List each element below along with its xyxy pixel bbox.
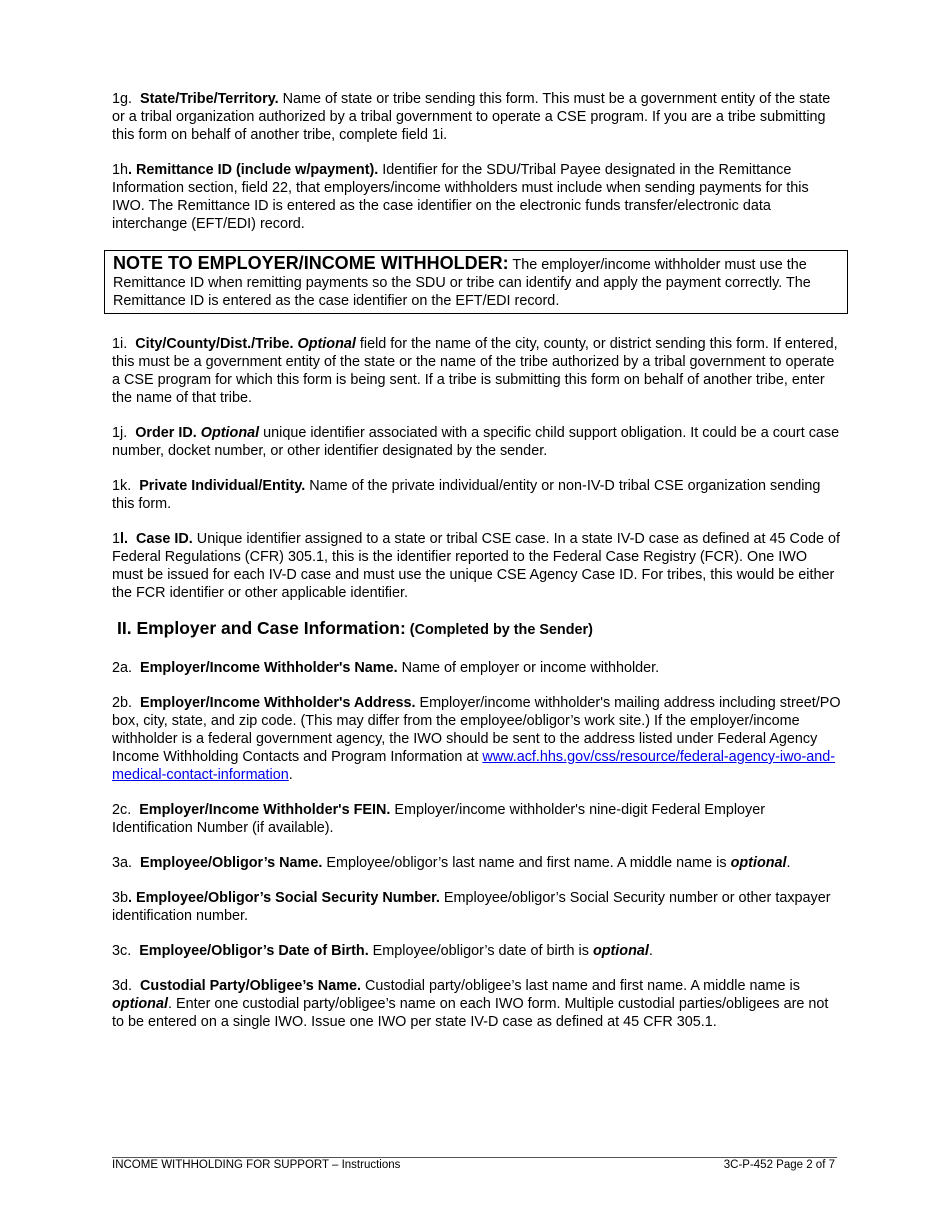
field-title: Employer/Income Withholder's FEIN.	[139, 802, 391, 818]
field-1l: 1l. Case ID. Unique identifier assigned to a state or tribal CSE case. In a state IV-D case as defined at 45 Code of Federal Regulations (CFR) 305.1, this is the identifier reported to the Federal Case Registry (FCR). One IWO must be issued for each IV-D case and must use the unique CSE Agency Case ID. For tribes, this would be either the FCR identifier or other applicable identifier.	[112, 531, 840, 601]
field-title: Employer/Income Withholder's Address.	[140, 695, 416, 711]
field-2a: 2a. Employer/Income Withholder's Name. Name of employer or income withholder.	[112, 660, 660, 676]
field-title: Case ID.	[136, 531, 193, 547]
note-text: The employer/income withholder must use the Remittance ID when remitting payments so the SDU or tribe can identify and apply the payment correctly. The Remittance ID is entered as the case identifier on the EFT/EDI record.	[113, 257, 811, 309]
footer-form-title: INCOME WITHHOLDING FOR SUPPORT – Instructions	[112, 1159, 401, 1171]
field-title: City/County/Dist./Tribe.	[135, 336, 294, 352]
optional-label: Optional	[200, 425, 260, 441]
field-title: State/Tribe/Territory.	[140, 91, 279, 107]
optional-label: optional	[592, 943, 649, 959]
field-title: Order ID.	[135, 425, 197, 441]
field-3d: 3d. Custodial Party/Obligee’s Name. Custodial party/obligee’s last name and first name. A middle name is optional. Enter one custodial party/obligee’s name on each IWO form. Multiple custodial parties/obligees are not to be entered on a single IWO. Issue one IWO per state IV-D case as defined at 45 CFR 305.1.	[112, 978, 829, 1030]
note-title: NOTE TO EMPLOYER/INCOME WITHHOLDER:	[113, 253, 509, 273]
field-title: Employee/Obligor’s Name.	[140, 855, 323, 871]
field-title: Private Individual/Entity.	[139, 478, 306, 494]
field-3c: 3c. Employee/Obligor’s Date of Birth. Employee/obligor’s date of birth is optional.	[112, 943, 653, 959]
field-1g: 1g. State/Tribe/Territory. Name of state or tribe sending this form. This must be a government entity of the state or a tribal organization authorized by a tribal government to operate a CSE program. If you are a tribe submitting this form on behalf of another tribe, complete field 1i.	[112, 91, 831, 143]
field-1h: 1h. Remittance ID (include w/payment). Identifier for the SDU/Tribal Payee designated in the Remittance Information section, field 22, that employers/income withholders must include when sending payments for this IWO. The Remittance ID is entered as the case identifier on the electronic funds transfer/electronic data interchange (EFT/EDI) record.	[112, 162, 809, 232]
footer-divider	[112, 1157, 837, 1158]
field-title: . Employee/Obligor’s Social Security Number.	[128, 890, 440, 906]
field-2c: 2c. Employer/Income Withholder's FEIN. Employer/income withholder's nine-digit Federal Employer Identification Number (if available).	[112, 802, 766, 836]
field-1i: 1i. City/County/Dist./Tribe. Optional field for the name of the city, county, or district sending this form. If entered, this must be a government entity of the state or the name of the tribe authorized by a tribal government to operate a CSE program for which this form is being sent. If a tribe is submitting this form on behalf of another tribe, enter the name of that tribe.	[112, 336, 838, 406]
field-3b: 3b. Employee/Obligor’s Social Security Number. Employee/obligor’s Social Security number or other taxpayer identification number.	[112, 890, 831, 924]
note-box	[104, 250, 848, 314]
section-subheading: (Completed by the Sender)	[405, 622, 593, 638]
field-title: Employer/Income Withholder's Name.	[140, 660, 398, 676]
field-title: . Remittance ID (include w/payment).	[128, 162, 379, 178]
field-2b: 2b. Employer/Income Withholder's Address. Employer/income withholder's mailing address including street/PO box, city, state, and zip code. (This may differ from the employee/obligor’s work site.) If the employer/income withholder is a federal government agency, the IWO should be sent to the address listed under Federal Agency Income Withholding Contacts and Program Information at www.acf.hhs.gov/css/resource/federal-agency-iwo-and-medical-contact-information.	[112, 695, 841, 783]
field-title: Custodial Party/Obligee’s Name.	[140, 978, 362, 994]
section-heading: II. Employer and Case Information: (Completed by the Sender)	[117, 618, 593, 638]
page-footer	[112, 1159, 835, 1171]
field-3a: 3a. Employee/Obligor’s Name. Employee/obligor’s last name and first name. A middle name is optional.	[112, 855, 791, 871]
field-title: Employee/Obligor’s Date of Birth.	[139, 943, 369, 959]
instructions-body	[112, 90, 842, 1048]
optional-label: Optional	[297, 336, 356, 352]
field-1j: 1j. Order ID. Optional unique identifier associated with a specific child support obligation. It could be a court case number, docket number, or other identifier designated by the sender.	[112, 425, 840, 459]
optional-label: optional	[730, 855, 787, 871]
field-1k: 1k. Private Individual/Entity. Name of the private individual/entity or non-IV-D tribal CSE organization sending this form.	[112, 478, 821, 512]
federal-agency-contacts-link[interactable]: www.acf.hhs.gov/css/resource/federal-agency-iwo-and-medical-contact-information	[112, 749, 836, 783]
optional-label: optional	[112, 996, 168, 1012]
footer-page-number: 3C-P-452 Page 2 of 7	[723, 1159, 835, 1171]
